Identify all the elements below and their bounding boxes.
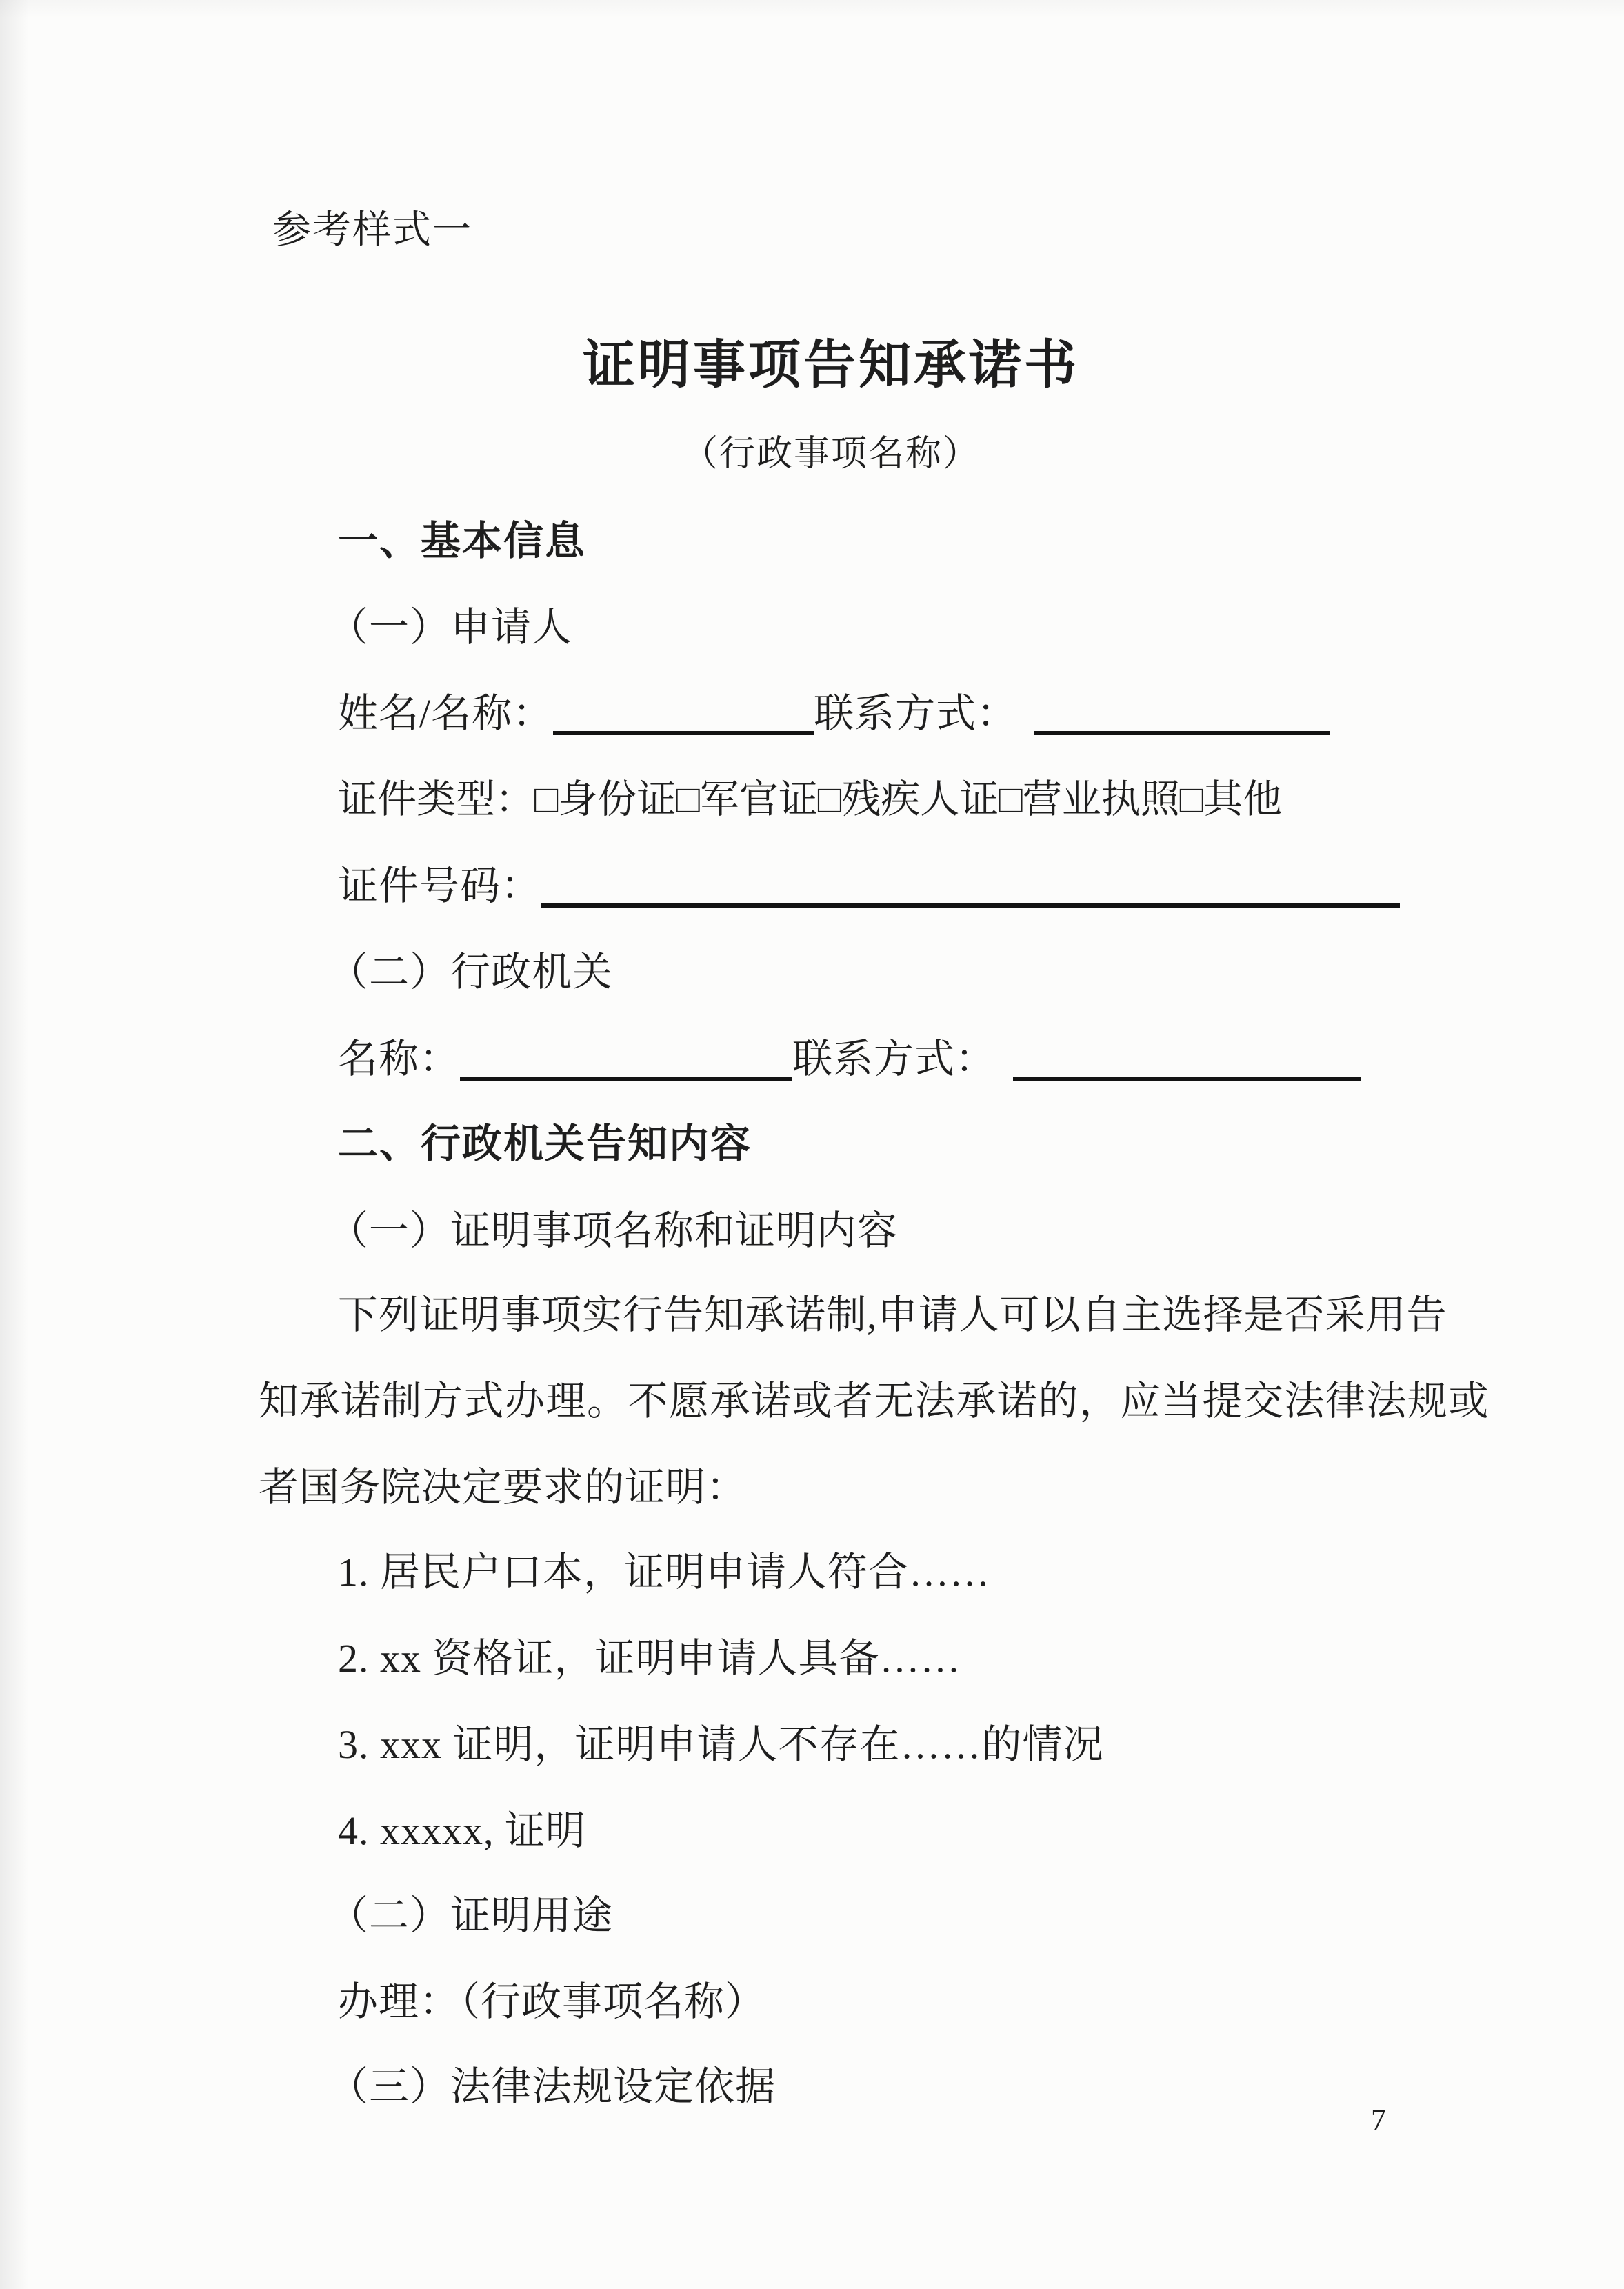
list-item: 1. 居民户口本，证明申请人符合……	[338, 1550, 991, 1595]
subsection-heading-legal-basis: （三）法律法规设定依据	[328, 2064, 776, 2109]
section-heading-notify-content: 二、行政机关告知内容	[338, 1121, 752, 1166]
subsection-heading-cert-items: （一）证明事项名称和证明内容	[328, 1208, 899, 1253]
blank-underline-id-number	[541, 895, 1400, 908]
doc-subtitle: （行政事项名称）	[681, 434, 980, 474]
page-number: 7	[1371, 2103, 1386, 2137]
field-row-organ-name-contact	[338, 1039, 1361, 1081]
paragraph-line: 知承诺制方式办理。不愿承诺或者无法承诺的，应当提交法律法规或	[259, 1379, 1490, 1423]
field-row-id-type	[338, 780, 1282, 819]
organ-name-label: 名称：	[338, 1037, 461, 1081]
applicant-contact-label: 联系方式：	[814, 691, 1018, 736]
list-item: 2. xx 资格证，证明申请人具备……	[338, 1636, 961, 1681]
list-item: 4. xxxxx, 证明	[338, 1808, 587, 1853]
id-type-label: 证件类型：	[338, 778, 534, 821]
organ-contact-label: 联系方式：	[792, 1037, 996, 1081]
id-type-option-idcard: 身份证	[558, 778, 676, 821]
doc-title: 证明事项告知承诺书	[583, 337, 1079, 394]
list-item: 3. xxx 证明，证明申请人不存在……的情况	[338, 1722, 1104, 1767]
scan-edge-shading-top	[0, 0, 1624, 18]
subsection-heading-cert-usage: （二）证明用途	[328, 1893, 614, 1938]
field-row-handle: 办理：（行政事项名称）	[338, 1979, 766, 2024]
paragraph-line: 下列证明事项实行告知承诺制,申请人可以自主选择是否采用告	[338, 1292, 1447, 1337]
checkbox-icon: □	[817, 778, 842, 821]
paragraph-line: 者国务院决定要求的证明：	[259, 1465, 748, 1510]
blank-underline-organ-contact	[1013, 1068, 1361, 1081]
field-row-id-number	[338, 863, 1400, 908]
id-type-option-license: 营业执照	[1022, 778, 1180, 821]
id-number-label: 证件号码：	[338, 863, 542, 908]
id-type-option-other: 其他	[1203, 778, 1283, 821]
field-row-applicant-name-contact	[338, 691, 1330, 736]
subsection-heading-applicant: （一）申请人	[328, 605, 573, 650]
blank-underline-applicant-contact	[1034, 723, 1330, 735]
id-type-option-officer: 军官证	[699, 778, 818, 821]
applicant-name-label: 姓名/名称：	[338, 691, 554, 736]
checkbox-icon: □	[534, 778, 559, 821]
doc-reference-note: 参考样式一	[272, 209, 472, 252]
blank-underline-organ-name	[460, 1068, 792, 1081]
id-type-option-disability: 残疾人证	[841, 778, 999, 821]
section-heading-basic-info: 一、基本信息	[338, 519, 587, 563]
checkbox-icon: □	[999, 778, 1023, 821]
checkbox-icon: □	[676, 778, 700, 821]
scan-edge-shading	[0, 0, 29, 2289]
checkbox-icon: □	[1179, 778, 1204, 821]
blank-underline-applicant-name	[553, 723, 814, 735]
subsection-heading-admin-organ: （二）行政机关	[328, 950, 614, 994]
